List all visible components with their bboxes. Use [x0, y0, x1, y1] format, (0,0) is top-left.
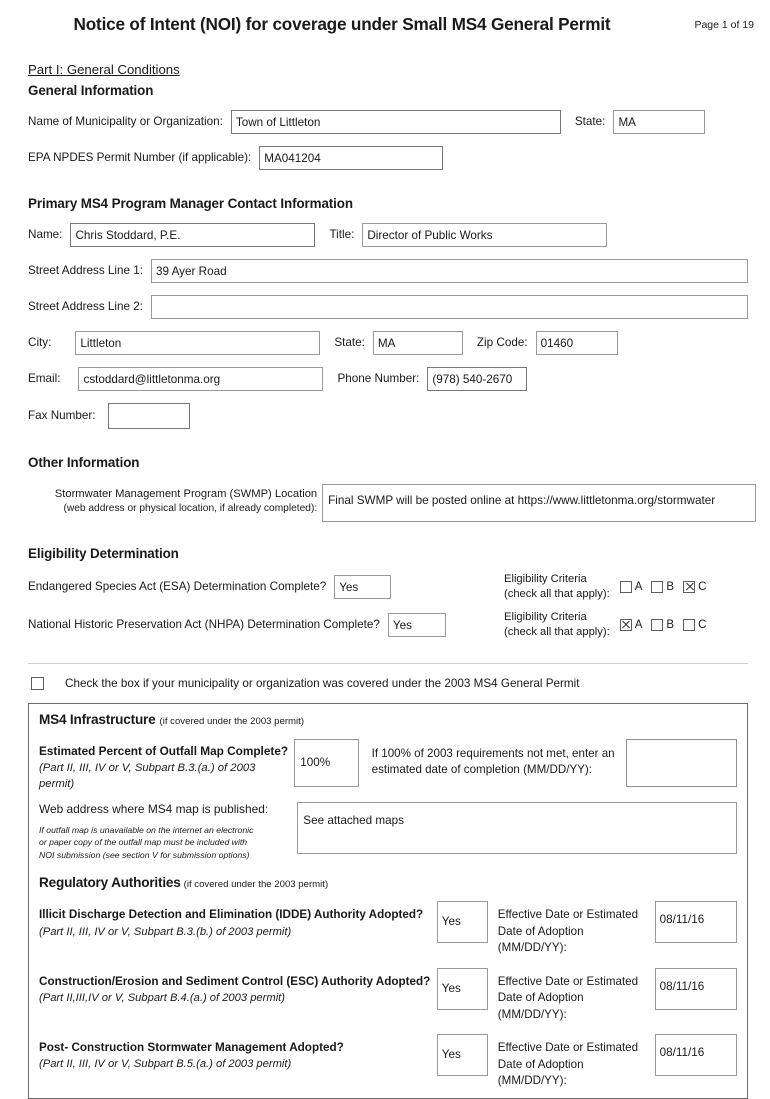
nhpa-criteria-b[interactable]	[651, 619, 674, 631]
section-divider	[28, 663, 748, 664]
label-idde-effective-date	[498, 901, 653, 956]
label-covered-2003: Check the box if your municipality or organization was covered under the 2003 MS4 General Permit	[65, 677, 580, 690]
label-web-fine-line-1: If outfall map is unavailable on the internet an electronic	[39, 824, 254, 835]
label-outfall-question-bold: Estimated Percent of Outfall Map Complete?	[39, 744, 289, 758]
row-ms4-map-web-address	[39, 802, 737, 861]
checkbox-icon-nhpa-c[interactable]	[683, 619, 695, 631]
input-npdes-permit[interactable]: MA041204	[259, 146, 443, 170]
input-municipality-name[interactable]: Town of Littleton	[231, 110, 561, 134]
label-idde-question-italic: (Part II, III, IV or V, Subpart B.3.(b.) of 2003 permit)	[39, 925, 292, 938]
section-heading-eligibility: Eligibility Determination	[28, 546, 179, 561]
label-web-fine-line-2: or paper copy of the outfall map must be included with	[39, 837, 248, 848]
panel-title-regulatory-note: (if covered under the 2003 permit)	[183, 879, 329, 891]
section-heading-contact: Primary MS4 Program Manager Contact Information	[28, 196, 353, 211]
input-zip[interactable]: 01460	[536, 331, 618, 355]
label-street-address-1: Street Address Line 1:	[28, 263, 143, 277]
label-npdes-permit: EPA NPDES Permit Number (if applicable):	[28, 150, 252, 164]
page-header	[14, 0, 756, 48]
label-esa-criteria-line-1: Eligibility Criteria	[504, 573, 587, 586]
label-contact-state: State:	[334, 335, 365, 349]
input-post-construction-adopted[interactable]: Yes	[437, 1034, 488, 1076]
page-title: Notice of Intent (NOI) for coverage under Small MS4 General Permit	[73, 14, 611, 34]
row-npdes-permit	[28, 146, 756, 170]
label-post-construction-effective-line-2: Date of Adoption (MM/DD/YY):	[497, 1057, 584, 1087]
input-nhpa-answer[interactable]: Yes	[388, 613, 446, 637]
checkbox-icon-covered-2003-checked[interactable]	[31, 677, 44, 690]
label-post-construction-question-italic: (Part II, III, IV or V, Subpart B.5.(a.) of 2003 permit)	[39, 1058, 292, 1071]
input-street-address-2[interactable]	[151, 295, 748, 319]
label-swmp-line-1: Stormwater Management Program (SWMP) Location	[54, 488, 318, 500]
input-contact-state[interactable]: MA	[373, 331, 463, 355]
label-esc-question-bold: Construction/Erosion and Sediment Control (ESC) Authority Adopted?	[39, 974, 431, 988]
input-contact-title[interactable]: Director of Public Works	[362, 223, 607, 247]
label-swmp-location	[28, 484, 317, 516]
input-esa-answer[interactable]: Yes	[334, 575, 391, 599]
row-covered-2003	[31, 677, 756, 690]
input-street-address-1[interactable]: 39 Ayer Road	[151, 259, 748, 283]
label-street-address-2: Street Address Line 2:	[28, 299, 143, 313]
label-phone: Phone Number:	[337, 371, 420, 385]
row-post-construction-authority	[39, 1034, 737, 1089]
esa-criteria-b-label: B	[666, 581, 675, 593]
esa-criteria-b[interactable]	[651, 581, 674, 593]
esa-criteria-checkboxes	[620, 581, 716, 593]
row-esa-determination	[28, 575, 756, 599]
input-email[interactable]: cstoddard@littletonma.org	[78, 367, 323, 391]
label-not-met-line-2: estimated date of completion (MM/DD/YY):	[371, 763, 592, 777]
label-esa-question: Endangered Species Act (ESA) Determination Complete?	[28, 579, 327, 593]
label-nhpa-criteria	[504, 610, 610, 639]
nhpa-criteria-b-label: B	[666, 619, 675, 631]
esa-criteria-a[interactable]	[620, 581, 643, 593]
label-not-met-line-1: If 100% of 2003 requirements not met, enter an	[371, 747, 615, 760]
input-esc-date[interactable]: 08/11/16	[655, 968, 737, 1010]
label-contact-title: Title:	[329, 227, 355, 241]
section-heading-other-information: Other Information	[28, 455, 140, 470]
row-esc-authority	[39, 968, 737, 1023]
label-esa-criteria	[504, 572, 610, 601]
label-outfall-question-italic: (Part II, III, IV or V, Subpart B.3.(a.) of 2003 permit)	[39, 761, 256, 790]
panel-title-ms4-infrastructure	[39, 712, 737, 727]
input-state[interactable]: MA	[613, 110, 705, 134]
label-esc-effective-line-1: Effective Date or Estimated	[497, 974, 639, 988]
input-outfall-percent[interactable]: 100%	[294, 739, 358, 787]
row-nhpa-determination	[28, 613, 756, 637]
row-contact-name	[28, 223, 756, 247]
input-post-construction-date[interactable]: 08/11/16	[655, 1034, 737, 1076]
label-idde-question-bold: Illicit Discharge Detection and Elimination (IDDE) Authority Adopted?	[39, 908, 424, 922]
row-city-state-zip	[28, 331, 756, 355]
label-swmp-line-2: (web address or physical location, if already completed):	[63, 503, 318, 515]
input-city[interactable]: Littleton	[75, 331, 320, 355]
input-ms4-map-web-address[interactable]: See attached maps	[297, 802, 737, 854]
section-heading-general-information: General Information	[28, 83, 154, 98]
part-heading: Part I: General Conditions	[28, 62, 180, 77]
panel-title-ms4-text: MS4 Infrastructure	[39, 712, 156, 727]
panel-title-ms4-note: (if covered under the 2003 permit)	[159, 716, 305, 727]
esa-criteria-group	[504, 572, 715, 601]
input-fax[interactable]	[108, 403, 190, 429]
label-idde-effective-line-2: Date of Adoption (MM/DD/YY):	[497, 924, 584, 955]
input-swmp-location[interactable]: Final SWMP will be posted online at https://www.littletonma.org/stormwater	[322, 484, 756, 522]
label-fax: Fax Number:	[28, 408, 96, 422]
row-fax	[28, 403, 756, 429]
label-zip: Zip Code:	[476, 335, 528, 349]
row-email-phone	[28, 367, 756, 391]
label-post-construction-effective-line-1: Effective Date or Estimated	[497, 1041, 639, 1055]
nhpa-criteria-checkboxes	[620, 619, 716, 631]
esa-criteria-a-label: A	[634, 581, 643, 593]
label-nhpa-criteria-line-2: (check all that apply):	[504, 626, 610, 638]
label-outfall-question	[39, 739, 291, 792]
checkbox-icon-nhpa-a-checked[interactable]	[620, 619, 632, 631]
input-idde-date[interactable]: 08/11/16	[655, 901, 737, 943]
label-requirements-not-met	[372, 739, 624, 779]
label-esc-effective-line-2: Date of Adoption (MM/DD/YY):	[497, 991, 584, 1021]
checkbox-icon-esa-b[interactable]	[651, 581, 663, 593]
label-esc-question	[39, 968, 437, 1007]
row-municipality-name	[28, 110, 756, 134]
input-phone[interactable]: (978) 540-2670	[427, 367, 527, 391]
input-esc-adopted[interactable]: Yes	[437, 968, 488, 1010]
label-esc-question-italic: (Part II,III,IV or V, Subpart B.4.(a.) of 2003 permit)	[39, 992, 286, 1005]
nhpa-criteria-a[interactable]	[620, 619, 643, 631]
input-idde-adopted[interactable]: Yes	[437, 901, 488, 943]
row-street-address-2	[28, 295, 756, 319]
label-email: Email:	[28, 371, 61, 385]
panel-title-regulatory-authorities	[39, 875, 737, 890]
panel-title-regulatory-text: Regulatory Authorities	[39, 875, 181, 891]
label-web-address-fine-print	[39, 824, 289, 862]
label-municipality-name: Name of Municipality or Organization:	[28, 114, 223, 128]
nhpa-criteria-c[interactable]	[683, 619, 706, 631]
label-web-address-main: Web address where MS4 map is published:	[39, 802, 269, 817]
label-idde-question	[39, 901, 437, 940]
row-idde-authority	[39, 901, 737, 956]
panel-ms4-infrastructure	[28, 703, 748, 1099]
label-contact-name: Name:	[28, 227, 63, 241]
row-swmp-location	[28, 484, 756, 522]
esa-criteria-c-label: C	[698, 581, 707, 593]
label-esa-criteria-line-2: (check all that apply):	[504, 588, 610, 600]
label-nhpa-question: National Historic Preservation Act (NHPA) Determination Complete?	[28, 617, 380, 631]
label-post-construction-question	[39, 1034, 437, 1073]
label-idde-effective-line-1: Effective Date or Estimated	[497, 908, 639, 922]
nhpa-criteria-a-label: A	[634, 619, 643, 631]
label-esc-effective-date	[498, 968, 653, 1023]
checkbox-icon-esa-a[interactable]	[620, 581, 632, 593]
label-state: State:	[574, 114, 606, 128]
label-city: City:	[28, 335, 52, 349]
row-outfall-map-complete	[39, 739, 737, 792]
checkbox-icon-esa-c-checked[interactable]	[683, 581, 695, 593]
input-contact-name[interactable]: Chris Stoddard, P.E.	[70, 223, 315, 247]
label-ms4-map-web-address	[39, 802, 289, 861]
page-number: Page 1 of 19	[694, 19, 754, 31]
nhpa-criteria-group	[504, 610, 715, 639]
label-nhpa-criteria-line-1: Eligibility Criteria	[504, 611, 587, 624]
nhpa-criteria-c-label: C	[698, 619, 707, 631]
esa-criteria-c[interactable]	[683, 581, 706, 593]
label-post-construction-question-bold: Post- Construction Stormwater Management Adopted?	[39, 1041, 344, 1055]
checkbox-icon-nhpa-b[interactable]	[651, 619, 663, 631]
label-web-fine-line-3: NOI submission (see section V for submission options)	[39, 849, 250, 860]
input-estimated-completion-date[interactable]	[626, 739, 737, 787]
label-post-construction-effective-date	[498, 1034, 653, 1089]
row-street-address-1	[28, 259, 756, 283]
